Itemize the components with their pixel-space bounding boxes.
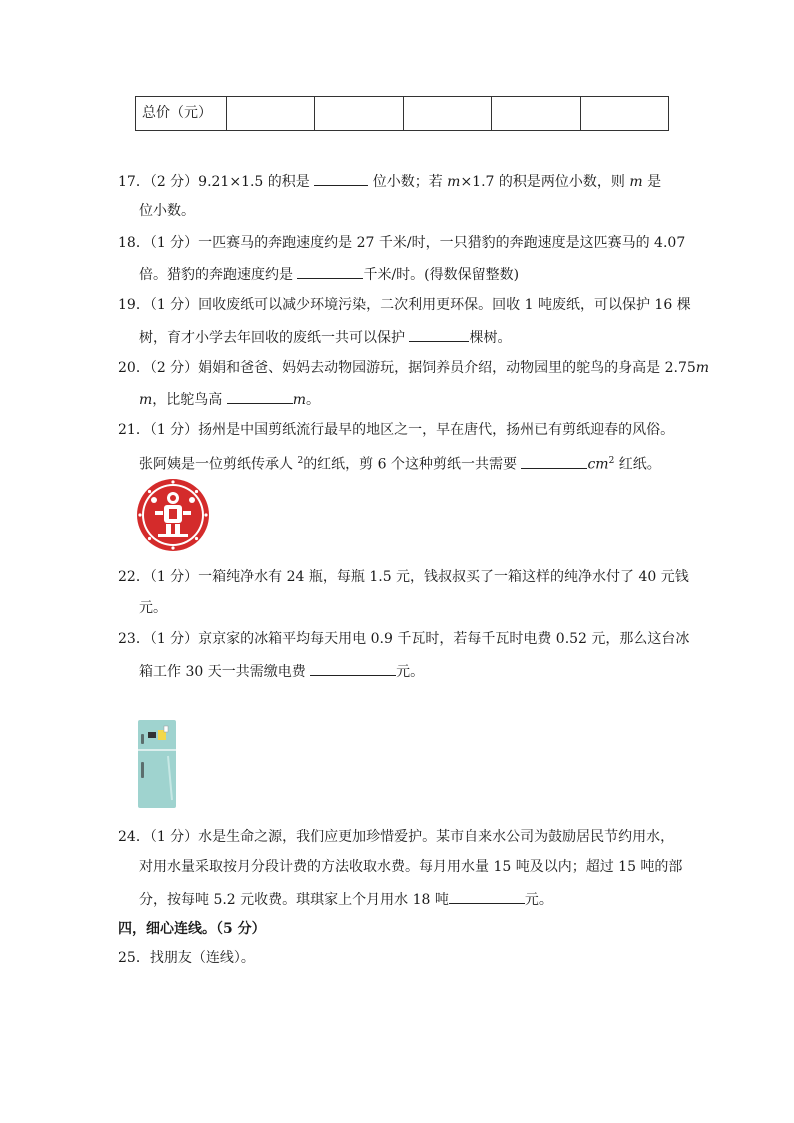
q21-text-2c: 红纸。: [618, 456, 661, 473]
q23-text-2a: 箱工作 30 天一共需缴电费: [139, 664, 306, 680]
q17-text-a: 17．（2 分）9.21×1.5 的积是: [118, 174, 310, 190]
fridge-magnet-dark: [148, 732, 156, 738]
question-24-line-2: [139, 858, 682, 876]
refrigerator-image: [138, 720, 178, 808]
q21-superscript: 2: [297, 456, 304, 466]
q20-text-2a: ，比鸵鸟高: [152, 392, 223, 408]
q20-text-2b: 。: [306, 392, 321, 408]
q24-text-2: 对用水量采取按月分段计费的方法收取水费。每月用水量 15 吨及以内；超过 15 吨的部: [139, 859, 683, 875]
question-24-line-1: [118, 828, 674, 846]
question-20-line-2: [139, 389, 320, 409]
table-cell: [580, 97, 668, 130]
q21-text-2b: 的红纸，剪 6 个这种剪纸一共需要: [303, 456, 517, 473]
q23-text-1: 23．（1 分）京京家的冰箱平均每天用电 0.9 千瓦时，若每千瓦时电费 0.52 元，那么这台冰: [118, 631, 690, 647]
fridge-magnet-white: [164, 726, 168, 732]
q20-variable-m: m: [695, 360, 710, 376]
q18-text-2a: 倍。猎豹的奔跑速度约是: [139, 267, 293, 283]
question-21-line-2: [139, 452, 661, 474]
question-21-line-1: [118, 421, 674, 439]
q17-text-d: 是: [647, 174, 662, 190]
q23-text-2b: 元。: [396, 664, 425, 680]
q21-unit-superscript: 2: [608, 456, 615, 466]
q21-text-1: 21．（1 分）扬州是中国剪纸流行最早的地区之一，早在唐代，扬州已有剪纸迎春的风俗。: [118, 422, 675, 438]
q18-answer-blank[interactable]: [297, 264, 363, 279]
q19-text-2b: 棵树。: [469, 330, 512, 346]
q20-variable-m-2: m: [139, 392, 153, 408]
section-4-heading: 四，细心连线。（5 分）: [118, 921, 266, 937]
q17-text-c: ×1.7 的积是两位小数，则: [460, 174, 625, 190]
question-20-line-1: [118, 359, 709, 377]
question-22-line-2: [139, 599, 167, 617]
q24-text-1: 24．（1 分）水是生命之源，我们应更加珍惜爱护。某市自来水公司为鼓励居民节约用水，: [118, 829, 675, 845]
question-17-line-2: [139, 202, 195, 220]
table-cell: [226, 97, 314, 130]
q24-text-3b: 元。: [524, 892, 553, 908]
fridge-handle-top: [141, 734, 144, 744]
q21-answer-blank[interactable]: [521, 454, 587, 469]
q22-text-2: 元。: [139, 600, 167, 616]
fridge-handle-bottom: [141, 762, 144, 778]
price-table: [135, 96, 669, 131]
table-cell: [314, 97, 402, 130]
q18-text-2b: 千米/时。(得数保留整数): [363, 267, 520, 283]
question-23-line-2: [139, 661, 424, 681]
q17-answer-blank-1[interactable]: [314, 171, 368, 186]
paper-cut-image: [136, 478, 210, 552]
table-cell: [403, 97, 491, 130]
q20-answer-blank[interactable]: [227, 389, 293, 404]
question-23-line-1: [118, 630, 689, 648]
question-22-line-1: [118, 568, 689, 586]
q17-variable-m-2: m: [629, 174, 643, 190]
q18-text-1: 18．（1 分）一匹赛马的奔跑速度约是 27 千米/时，一只猎豹的奔跑速度是这匹赛马的 4.07: [118, 235, 686, 251]
question-24-line-3: [139, 889, 553, 909]
q19-answer-blank[interactable]: [409, 327, 469, 342]
q23-answer-blank[interactable]: [310, 661, 396, 676]
question-18-line-1: [118, 234, 685, 252]
table-header-total-price: 总价（元）: [142, 105, 212, 121]
q17-text-b: 位小数；若: [372, 174, 443, 190]
question-18-line-2: [139, 264, 519, 284]
q24-text-3a: 分，按每吨 5.2 元收费。琪琪家上个月用水 18 吨: [139, 892, 449, 908]
q17-variable-m: m: [447, 174, 461, 190]
q24-answer-blank[interactable]: [449, 889, 525, 904]
q21-unit-cm: cm: [587, 456, 609, 473]
question-19-line-1: [118, 296, 691, 314]
q20-variable-m-3: m: [292, 392, 307, 408]
q19-text-1: 19．（1 分）回收废纸可以减少环境污染，二次利用更环保。回收 1 吨废纸，可以保护 16 棵: [118, 297, 691, 313]
q19-text-2a: 树，育才小学去年回收的废纸一共可以保护: [139, 330, 405, 346]
question-19-line-2: [139, 327, 511, 347]
q17-text-e: 位小数。: [139, 203, 195, 219]
q22-text-1: 22．（1 分）一箱纯净水有 24 瓶，每瓶 1.5 元，钱叔叔买了一箱这样的纯净水付了 40 元钱: [118, 569, 689, 585]
q20-text-1: 20．（2 分）娟娟和爸爸、妈妈去动物园游玩，据饲养员介绍，动物园里的鸵鸟的身高是 2.75: [118, 360, 696, 376]
q21-text-2a: 张阿姨是一位剪纸传承人: [139, 456, 293, 473]
question-25: 25．找朋友（连线）。: [118, 950, 255, 966]
question-17-line-1: [118, 171, 661, 191]
table-cell: [491, 97, 579, 130]
